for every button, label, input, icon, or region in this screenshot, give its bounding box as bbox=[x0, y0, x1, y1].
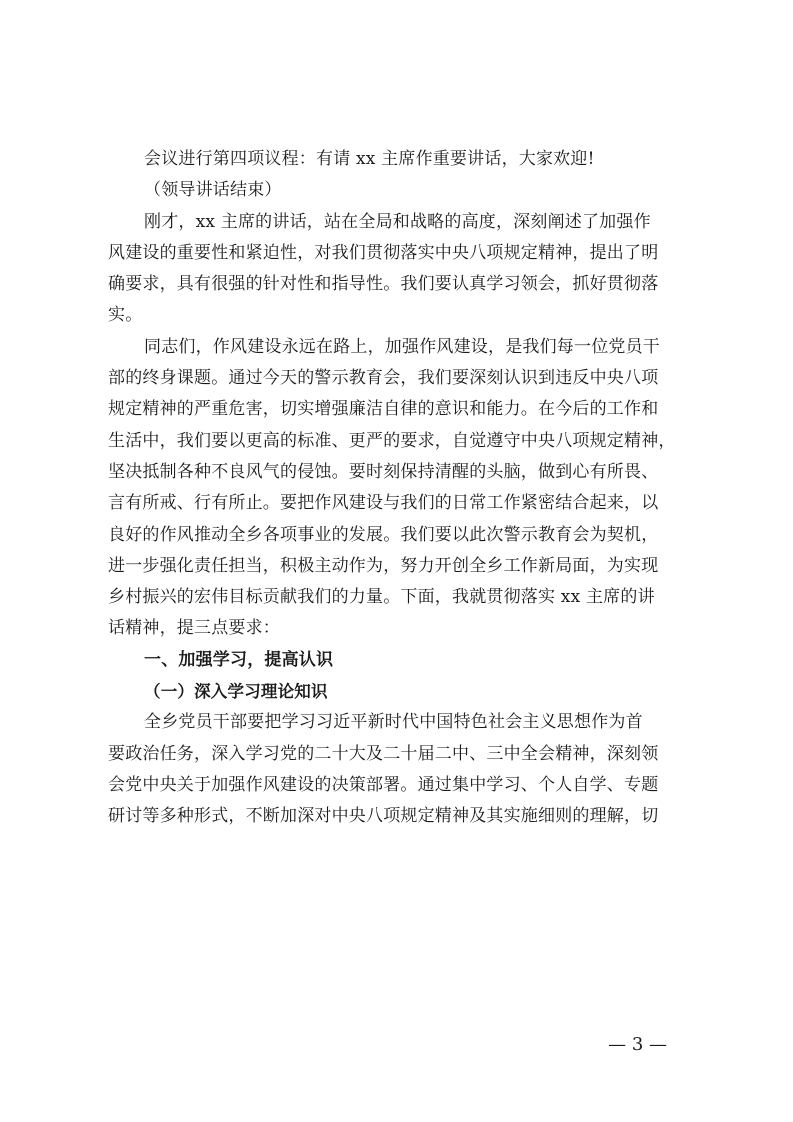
text-line: 部的终身课题。通过今天的警示教育会，我们要深刻认识到违反中央八项 bbox=[108, 368, 659, 389]
text-line: 规定精神的严重危害，切实增强廉洁自律的意识和能力。在今后的工作和 bbox=[108, 399, 659, 420]
text-line: 研讨等多种形式，不断加深对中央八项规定精神及其实施细则的理解，切 bbox=[108, 806, 659, 827]
text-line: 同志们，作风建设永远在路上，加强作风建设，是我们每一位党员干 bbox=[144, 336, 660, 357]
text-line: 风建设的重要性和紧迫性，对我们贯彻落实中央八项规定精神，提出了明 bbox=[108, 242, 659, 263]
text-line: 全乡党员干部要把学习习近平新时代中国特色社会主义思想作为首 bbox=[144, 712, 643, 733]
paragraph-summary bbox=[108, 207, 690, 332]
document-body bbox=[108, 144, 690, 833]
text-line: 坚决抵制各种不良风气的侵蚀。要时刻保持清醒的头脑，做到心有所畏、 bbox=[108, 461, 659, 482]
page-number bbox=[0, 1034, 793, 1055]
paragraph-agenda: 会议进行第四项议程：有请 xx 主席作重要讲话，大家欢迎! bbox=[144, 149, 595, 169]
text-line: 确要求，具有很强的针对性和指导性。我们要认真学习领会，抓好贯彻落 bbox=[108, 274, 659, 295]
paragraph-study bbox=[108, 707, 690, 832]
subsection-heading: （一）深入学习理论知识 bbox=[144, 682, 328, 702]
page-number-text: — 3 — bbox=[608, 1034, 667, 1055]
text-line: 要政治任务，深入学习党的二十大及二十届二中、三中全会精神，深刻领 bbox=[108, 743, 659, 764]
text-line: 生活中，我们要以更高的标准、更严的要求，自觉遵守中央八项规定精神， bbox=[108, 430, 676, 451]
paragraph-comrades bbox=[108, 332, 690, 645]
text-line: 进一步强化责任担当，积极主动作为，努力开创全乡工作新局面，为实现 bbox=[108, 555, 659, 576]
section-heading: 一、加强学习，提高认识 bbox=[144, 649, 334, 670]
text-line: 实。 bbox=[108, 305, 143, 326]
text-line: 刚才，xx 主席的讲话，站在全局和战略的高度，深刻阐述了加强作 bbox=[144, 211, 651, 232]
text-line: 良好的作风推动全乡各项事业的发展。我们要以此次警示教育会为契机， bbox=[108, 524, 659, 545]
text-line: 话精神，提三点要求： bbox=[108, 618, 280, 639]
paragraph-speech-end: （领导讲话结束） bbox=[144, 180, 282, 201]
text-line: 乡村振兴的宏伟目标贡献我们的力量。下面，我就贯彻落实 xx 主席的讲 bbox=[108, 587, 655, 608]
text-line: 言有所戒、行有所止。要把作风建设与我们的日常工作紧密结合起来，以 bbox=[108, 493, 659, 514]
text-line: 会党中央关于加强作风建设的决策部署。通过集中学习、个人自学、专题 bbox=[108, 774, 659, 795]
